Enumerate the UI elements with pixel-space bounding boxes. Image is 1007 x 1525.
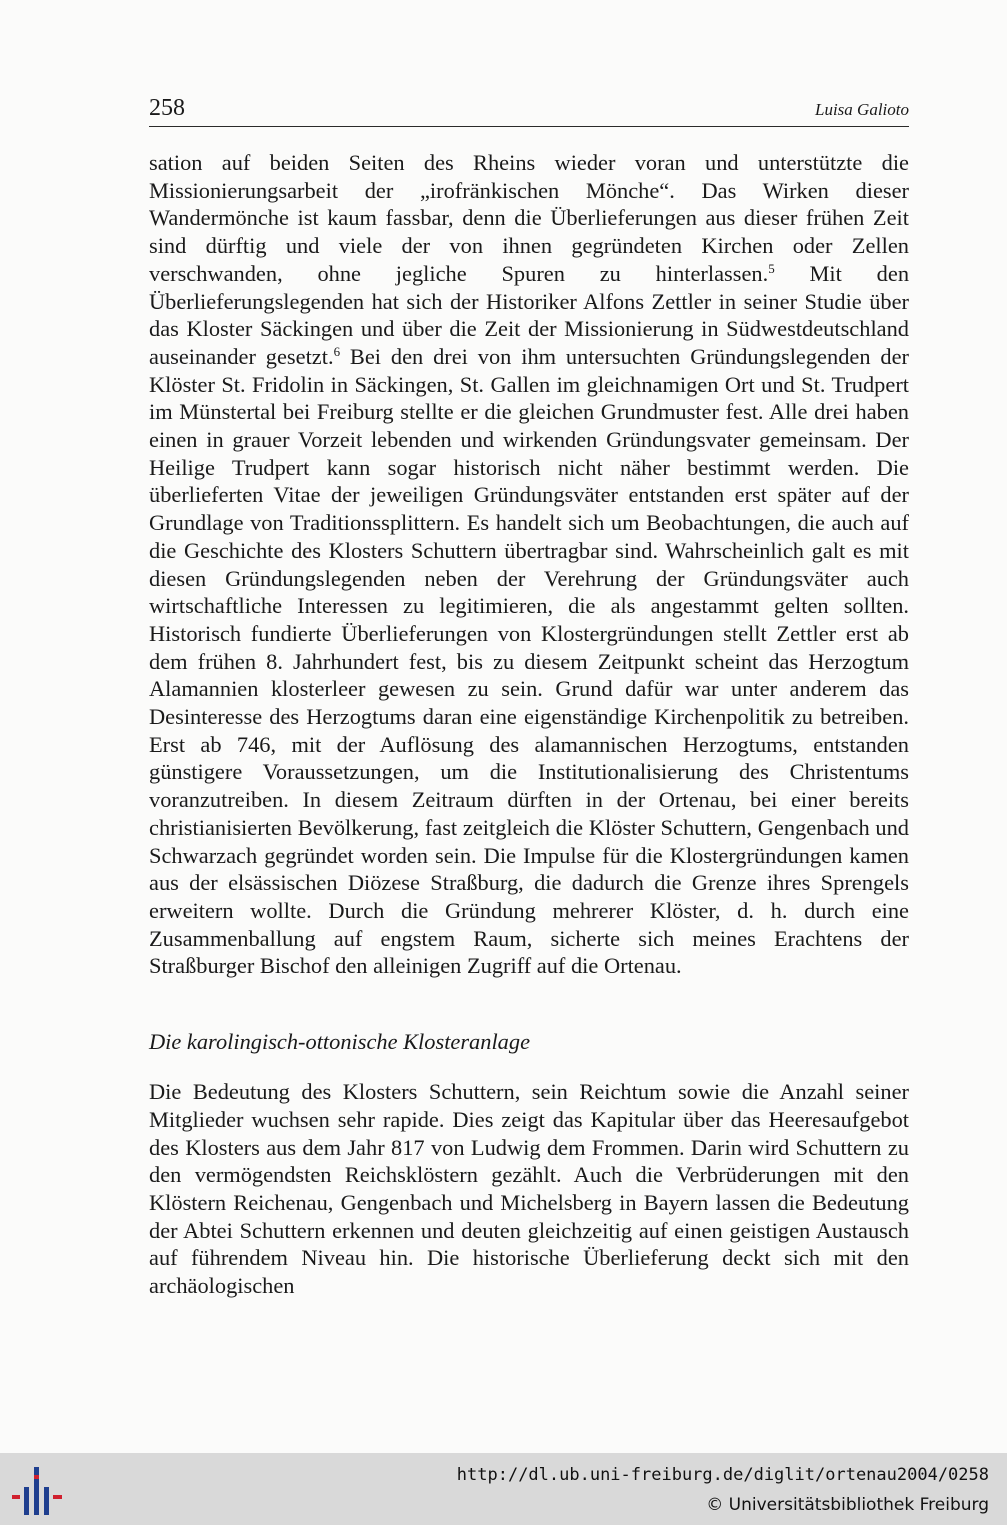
running-head-author: Luisa Galioto — [815, 100, 909, 119]
paragraph-1-part-3: Bei den drei von ihm untersuchten Gründungslegenden der Klöster St. Fridolin in Säckingen, St. Gallen im gleichnamigen Ort und St. Trudpert im Münstertal bei Freiburg stellte er die gleichen Grundmuster fest. Alle drei haben einen in grauer Vorzeit lebenden und wirkenden Gründungsvater gemeinsam. Der Heilige Trudpert kann sogar historisch nicht näher bestimmt werden. Die überlieferten Vitae der jeweiligen Gründungsväter entstanden erst später auf der Grundlage von Traditionssplittern. Es handelt sich um Beobachtungen, die auch auf die Geschichte des Klosters Schuttern übertragbar sind. Wahrscheinlich galt es mit diesen Gründungslegenden neben der Verehrung der Gründungsväter auch wirtschaftliche Interessen zu legitimieren, die als angestammt gelten sollten. Historisch fundierte Überlieferungen von Klostergründungen stellt Zettler erst ab dem frühen 8. Jahrhundert fest, bis zu diesem Zeitpunkt scheint das Herzogtum Alamannien klosterleer gewesen zu sein. Grund dafür war unter anderem das Desinteresse des Herzogtums daran eine eigenständige Kirchenpolitik zu betreiben. Erst ab 746, mit der Auflösung des alamannischen Herzogtums, entstanden günstigere Voraussetzungen, um die Institutionalisierung des Christentums voranzutreiben. In diesem Zeitraum dürften in der Ortenau, bei einer bereits christianisierten Bevölkerung, fast zeitgleich die Klöster Schuttern, Gengenbach und Schwarzach gegründet worden sein. Die Impulse für die Klostergründungen kamen aus der elsässischen Diözese Straßburg, die dadurch die Grenze ihres Sprengels erweitern wollte. Durch die Gründung mehrerer Klöster, d. h. durch eine Zusammenballung auf engstem Raum, sicherte sich meines Erachtens der Straßburger Bischof den alleinigen Zugriff auf die Ortenau. — [149, 343, 909, 979]
ub-freiburg-logo-icon — [10, 1465, 66, 1517]
body-text — [149, 149, 909, 1300]
footnote-ref-5: 5 — [768, 260, 775, 276]
footnote-ref-6: 6 — [333, 343, 341, 359]
page-header — [149, 92, 909, 127]
page-number: 258 — [149, 95, 185, 121]
copyright-notice: © Universitätsbibliothek Freiburg — [706, 1495, 989, 1515]
document-url-link[interactable]: http://dl.ub.uni-freiburg.de/diglit/ortenau2004/0258 — [456, 1465, 989, 1485]
section-heading: Die karolingisch-ottonische Klosteranlage — [149, 1029, 531, 1055]
paragraph-1 — [149, 149, 909, 980]
library-footer-bar — [0, 1453, 1007, 1525]
paragraph-2: Die Bedeutung des Klosters Schuttern, sein Reichtum sowie die Anzahl seiner Mitglieder wuchsen sehr rapide. Dies zeigt das Kapitular über das Heeresaufgebot des Klosters aus dem Jahr 817 von Ludwig dem Frommen. Darin wird Schuttern zu den vermögendsten Reichsklöstern gezählt. Auch die Verbrüderungen mit den Klöstern Reichenau, Gengenbach und Michelsberg in Bayern lassen die Bedeutung der Abtei Schuttern erkennen und deuten gleichzeitig auf einen geistigen Austausch auf führendem Niveau hin. Die historische Überlieferung deckt sich mit den archäologischen — [149, 1079, 909, 1299]
paragraph-1-part-2: Mit den Überlieferungslegenden hat sich der Historiker Alfons Zettler in seiner Studie über das Kloster Säckingen und über die Zeit der Missionierung in Südwestdeutschland auseinander gesetzt. — [149, 260, 910, 369]
paragraph-1-part-1: sation auf beiden Seiten des Rheins wieder voran und unterstützte die Missionierungsarbeit der „irofränkischen Mönche“. Das Wirken dieser Wandermönche ist kaum fassbar, denn die Überlieferungen aus dieser frühen Zeit sind dürftig und viele der von ihnen gegründeten Kirchen oder Zellen verschwanden, ohne jegliche Spuren zu hinterlassen. — [149, 150, 909, 286]
